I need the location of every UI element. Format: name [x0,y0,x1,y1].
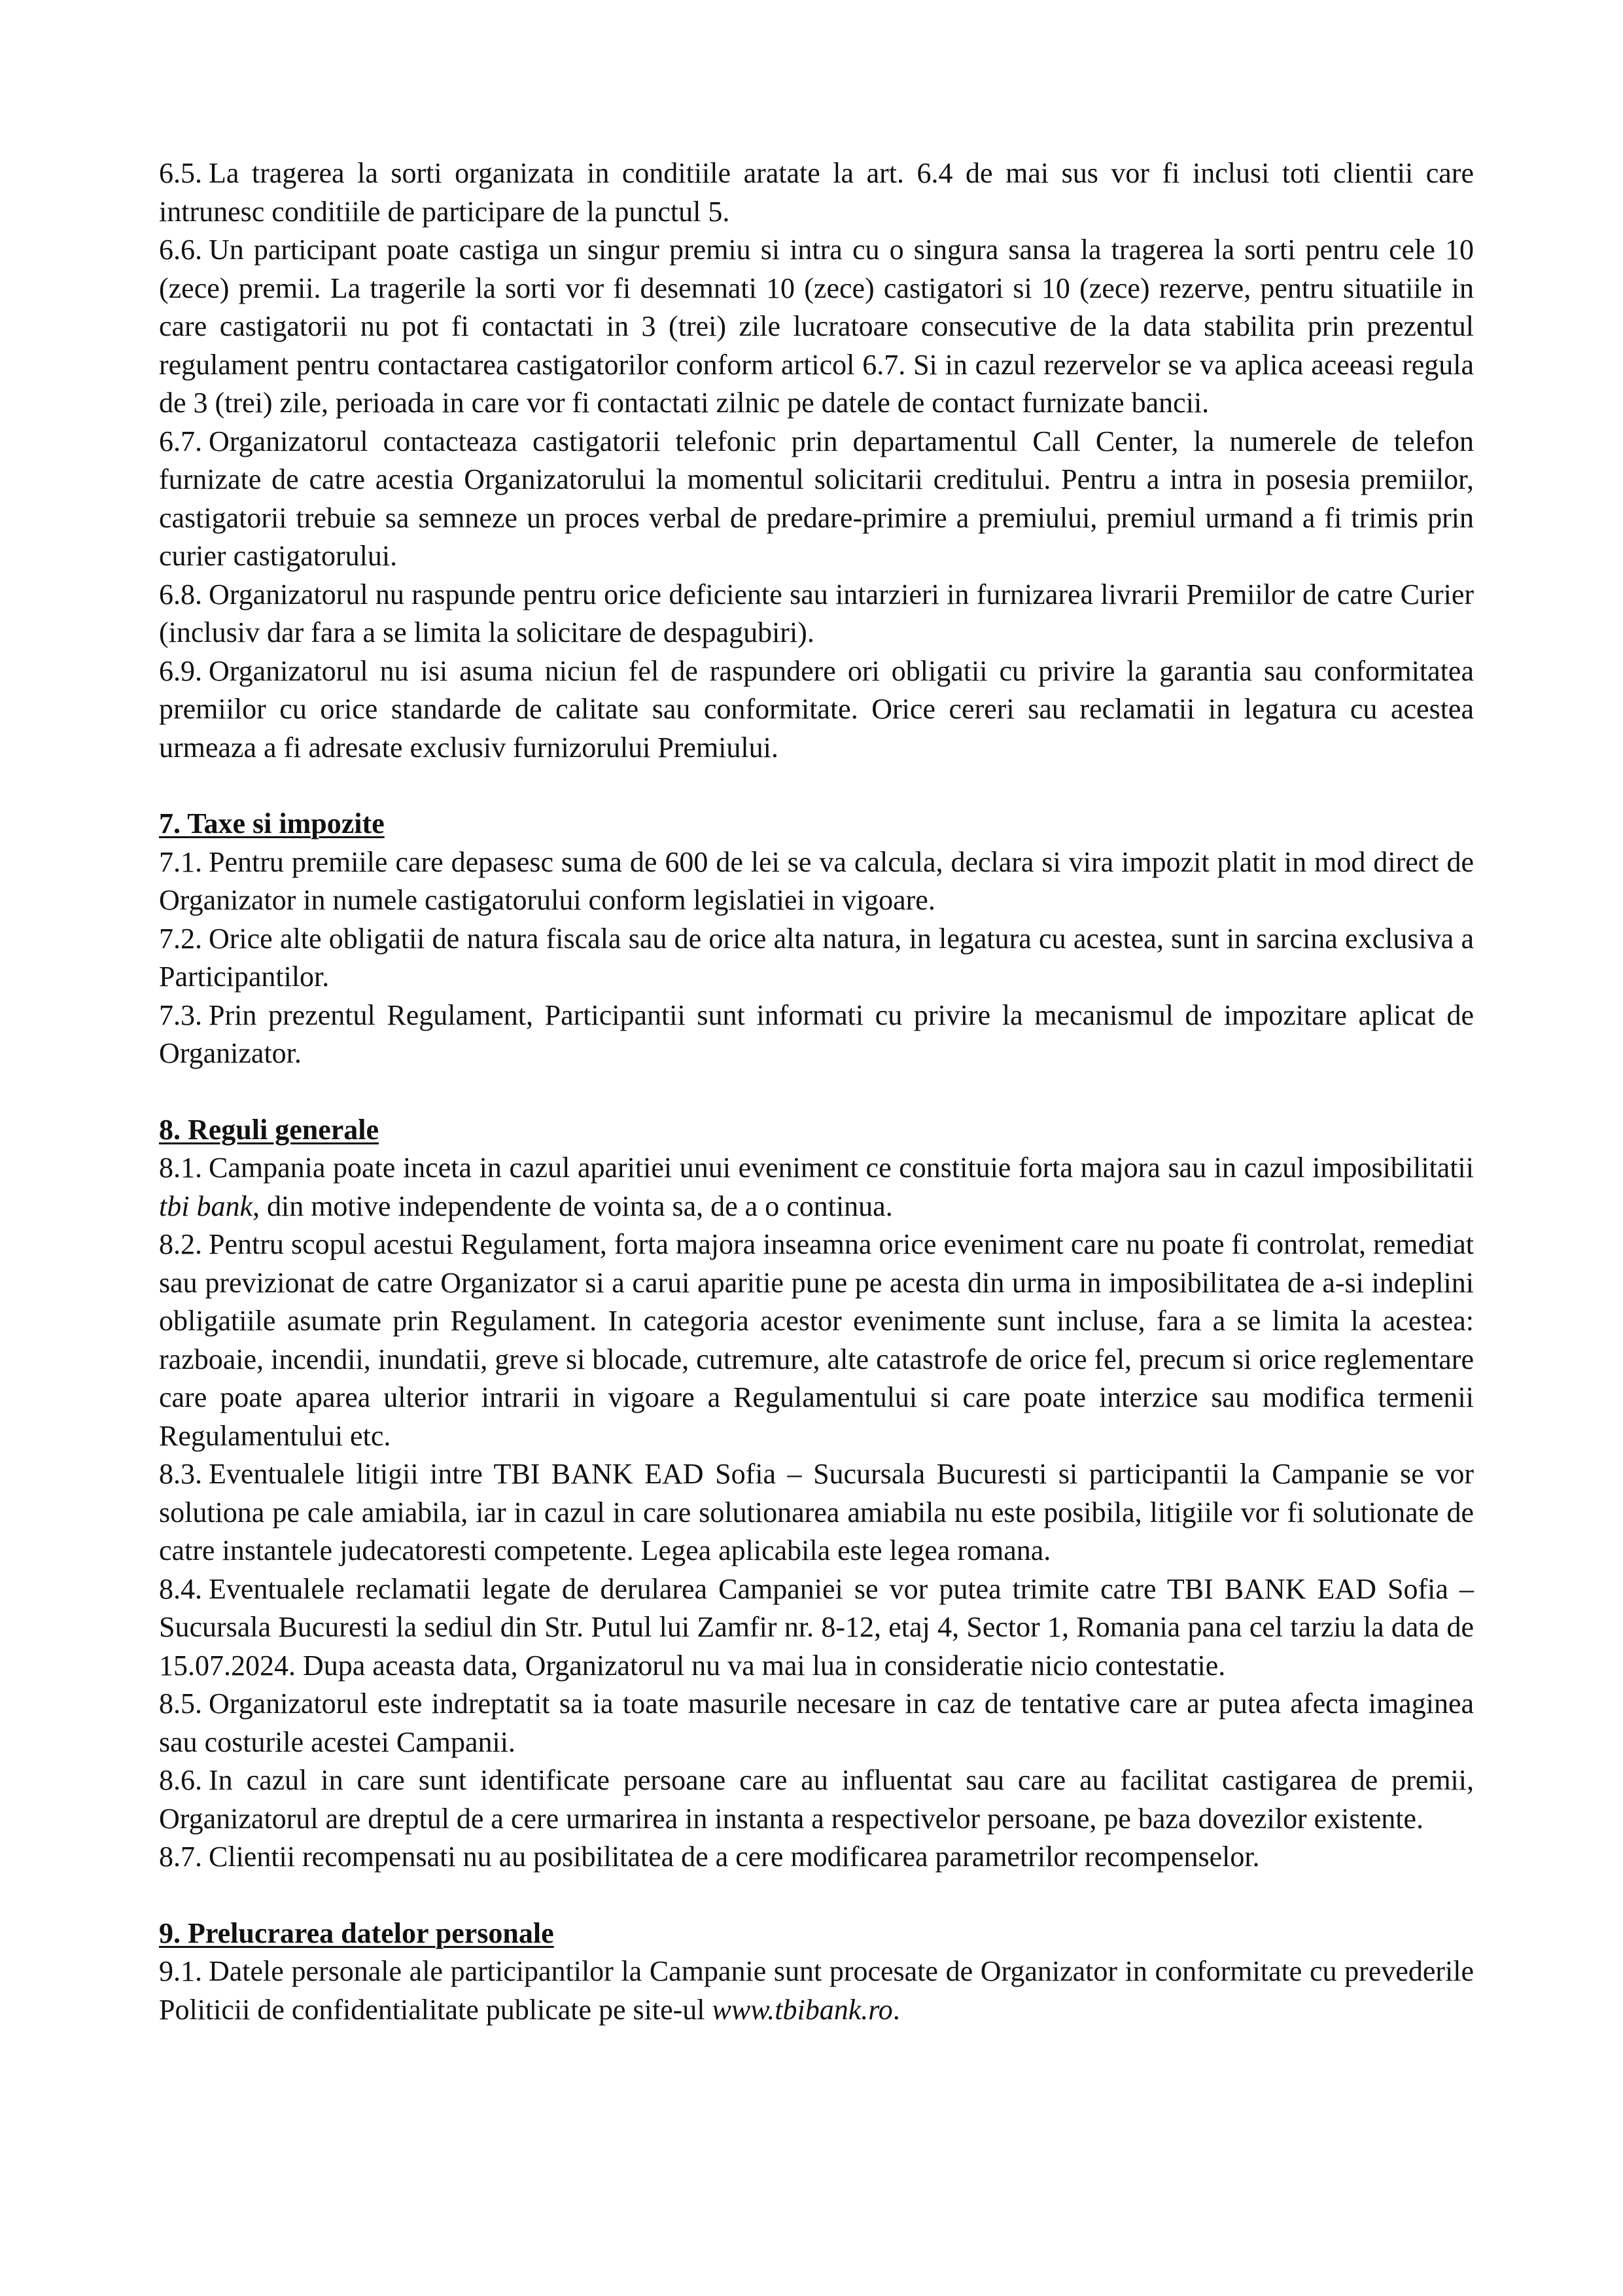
clause-number: 8.1. [159,1152,202,1184]
clause-6-6 [159,231,1474,423]
clause-7-1 [159,843,1474,920]
clause-text: Organizatorul nu raspunde pentru orice deficiente sau intarzieri in furnizarea livrarii Premiilor de catre Curier (inclusiv dar fara a se limita la solicitare de despagubiri). [159,578,1474,648]
document-page [159,154,1474,2029]
clause-number: 8.4. [159,1572,202,1605]
clause-number: 8.5. [159,1687,202,1720]
clause-number: 6.9. [159,654,202,687]
clause-6-7 [159,423,1474,576]
brand-name: tbi bank [159,1190,253,1222]
clause-8-7 [159,1838,1474,1877]
clause-text: Pentru premiile care depasesc suma de 600 de lei se va calcula, declara si vira impozit platit in mod direct de Organizator in numele castigatorului conform legislatiei in vigoare. [159,845,1474,916]
clause-number: 7.1. [159,845,202,878]
clause-text: Organizatorul este indreptatit sa ia toate masurile necesare in caz de tentative care ar putea afecta imaginea sau costurile acestei Campanii. [159,1687,1474,1758]
clause-number: 9.1. [159,1955,202,1987]
clause-8-2 [159,1226,1474,1455]
clause-text: Orice alte obligatii de natura fiscala sau de orice alta natura, in legatura cu acestea, sunt in sarcina exclusiva a Participantilor. [159,922,1474,993]
clause-7-3 [159,997,1474,1073]
clause-9-1 [159,1952,1474,2029]
clause-text: Clientii recompensati nu au posibilitatea de a cere modificarea parametrilor recompenselor. [209,1841,1260,1873]
clause-text: Un participant poate castiga un singur premiu si intra cu o singura sansa la tragerea la sorti pentru cele 10 (zece) premii. La tragerile la sorti vor fi desemnati 10 (zece) castigatori si 10 (zece) rezerve, pentru situatiile in care castigatorii nu pot fi contactati in 3 (trei) zile lucratoare consecutive de la data stabilita prin prezentul regulament pentru contactarea castigatorilor conform articol 6.7. Si in cazul rezervelor se va aplica aceeasi regula de 3 (trei) zile, perioada in care vor fi contactati zilnic pe datele de contact furnizate bancii. [159,234,1474,419]
clause-text: Eventualele litigii intre TBI BANK EAD Sofia – Sucursala Bucuresti si participantii la Campanie se vor solutiona pe cale amiabila, iar in cazul in care solutionarea amiabila nu este posibila, litigiile vor fi solutionate de catre instantele judecatoresti competente. Legea aplicabila este legea romana. [159,1458,1474,1566]
section-heading-taxe: 7. Taxe si impozite [159,807,385,839]
section-heading-reguli: 8. Reguli generale [159,1113,379,1146]
clause-8-6 [159,1761,1474,1838]
clause-6-8 [159,576,1474,652]
section-heading-date-personale: 9. Prelucrarea datelor personale [159,1916,554,1949]
clause-6-5 [159,154,1474,231]
clause-number: 6.8. [159,578,202,610]
clause-number: 8.6. [159,1764,202,1796]
clause-8-1 [159,1149,1474,1226]
clause-number: 6.6. [159,234,202,266]
clause-text: Organizatorul nu isi asuma niciun fel de raspundere ori obligatii cu privire la garantia sau conformitatea premiilor cu orice standarde de calitate sau conformitate. Orice cereri sau reclamatii in legatura cu acestea urmeaza a fi adresate exclusiv furnizorului Premiului. [159,654,1474,764]
clause-text: Datele personale ale participantilor la Campanie sunt procesate de Organizator in conformitate cu prevederile Politicii de confidentialitate publicate pe site-ul [159,1955,1474,2026]
clause-8-4 [159,1570,1474,1686]
clause-text: Eventualele reclamatii legate de derularea Campaniei se vor putea trimite catre TBI BANK EAD Sofia – Sucursala Bucuresti la sediul din Str. Putul lui Zamfir nr. 8-12, etaj 4, Sector 1, Romania pana cel tarziu la data de 15.07.2024. Dupa aceasta data, Organizatorul nu va mai lua in consideratie nicio contestatie. [159,1572,1474,1682]
clause-number: 8.7. [159,1841,202,1873]
clause-text: Campania poate inceta in cazul aparitiei unui eveniment ce constituie forta majora sau in cazul imposibilitatii [209,1152,1474,1184]
clause-text-end: , din motive independente de vointa sa, de a o continua. [252,1190,893,1222]
clause-6-9 [159,652,1474,768]
clause-number: 8.3. [159,1458,202,1490]
clause-number: 6.5. [159,157,202,189]
clause-number: 8.2. [159,1228,202,1260]
website-link[interactable]: www.tbibank.ro [712,1993,893,2026]
clause-text: Organizatorul contacteaza castigatorii telefonic prin departamentul Call Center, la numerele de telefon furnizate de catre acestia Organizatorului la momentul solicitarii creditului. Pentru a intra in posesia premiilor, castigatorii trebuie sa semneze un proces verbal de predare-primire a premiului, premiul urmand a fi trimis prin curier castigatorului. [159,425,1474,572]
clause-number: 7.3. [159,998,202,1031]
clause-text-end: . [892,1993,900,2026]
clause-8-5 [159,1685,1474,1761]
clause-text: La tragerea la sorti organizata in conditiile aratate la art. 6.4 de mai sus vor fi inclusi toti clientii care intrunesc conditiile de participare de la punctul 5. [159,157,1474,228]
clause-text: Pentru scopul acestui Regulament, forta majora inseamna orice eveniment care nu poate fi controlat, remediat sau previzionat de catre Organizator si a carui aparitie pune pe acesta din urma in imposibilitatea de a-si indeplini obligatiile asumate prin Regulament. In categoria acestor evenimente sunt incluse, fara a se limita la acestea: razboaie, incendii, inundatii, greve si blocade, cutremure, alte catastrofe de orice fel, precum si orice reglementare care poate aparea ulterior intrarii in vigoare a Regulamentului si care poate interzice sau modifica termenii Regulamentului etc. [159,1228,1474,1452]
clause-number: 6.7. [159,425,202,457]
clause-8-3 [159,1455,1474,1570]
clause-text: In cazul in care sunt identificate persoane care au influentat sau care au facilitat castigarea de premii, Organizatorul are dreptul de a cere urmarirea in instanta a respectivelor persoane, pe baza dovezilor existente. [159,1764,1474,1835]
clause-number: 7.2. [159,922,202,955]
clause-text: Prin prezentul Regulament, Participantii sunt informati cu privire la mecanismul de impozitare aplicat de Organizator. [159,998,1474,1069]
clause-7-2 [159,920,1474,997]
